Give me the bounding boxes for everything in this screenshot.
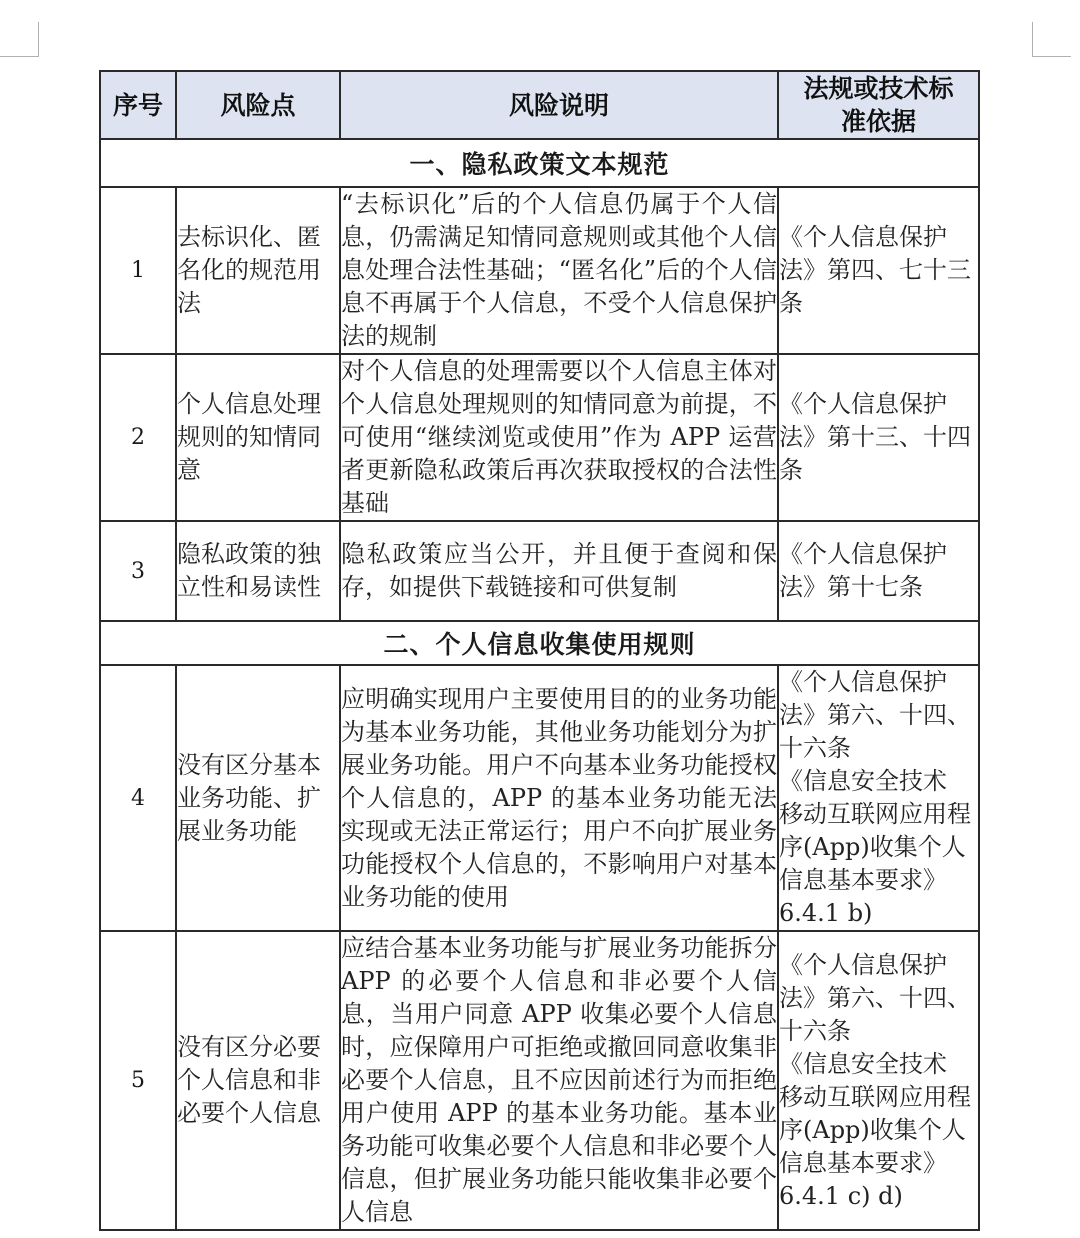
row-risk-description: “去标识化”后的个人信息仍属于个人信息，仍需满足知情同意规则或其他个人信息处理合法性基础；“匿名化”后的个人信息不再属于个人信息，不受个人信息保护法的规制 [340,187,778,354]
row-risk-description: 应明确实现用户主要使用目的的业务功能为基本业务功能，其他业务功能划分为扩展业务功能。用户不向基本业务功能授权个人信息的，APP 的基本业务功能无法实现或无法正常运行；用户不向扩展业务功能授权个人信息的，不影响用户对基本业务功能的使用 [340,665,778,931]
table-row [100,354,979,521]
row-legal-basis [778,665,979,931]
row-index: 3 [100,521,176,621]
header-index: 序号 [100,71,176,139]
section-title: 二、个人信息收集使用规则 [100,621,979,665]
row-risk-point: 去标识化、匿名化的规范用法 [176,187,340,354]
section-title: 一、隐私政策文本规范 [100,139,979,187]
page-corner-mark-left [0,22,39,57]
row-risk-point: 个人信息处理规则的知情同意 [176,354,340,521]
row-risk-point: 隐私政策的独立性和易读性 [176,521,340,621]
risk-table [99,70,980,1231]
row-legal-basis [778,931,979,1230]
row-risk-point: 没有区分必要个人信息和非必要个人信息 [176,931,340,1230]
table-row [100,521,979,621]
row-index: 5 [100,931,176,1230]
row-risk-point: 没有区分基本业务功能、扩展业务功能 [176,665,340,931]
header-legal-basis-line2: 准依据 [840,107,916,136]
table-row [100,187,979,354]
legal-basis-item: 《个人信息保护法》第十三、十四条 [779,390,971,484]
table-header-row [100,71,979,139]
header-legal-basis [778,71,979,139]
row-index: 2 [100,354,176,521]
page-corner-mark-right [1032,22,1071,57]
legal-basis-item: 《个人信息保护法》第六、十四、十六条 [779,950,971,1045]
legal-basis-item: 《个人信息保护法》第四、七十三条 [779,223,971,317]
row-index: 1 [100,187,176,354]
row-risk-description: 对个人信息的处理需要以个人信息主体对个人信息处理规则的知情同意为前提，不可使用“继续浏览或使用”作为 APP 运营者更新隐私政策后再次获取授权的合法性基础 [340,354,778,521]
section-heading-row [100,139,979,187]
row-risk-description: 隐私政策应当公开，并且便于查阅和保存，如提供下载链接和可供复制 [340,521,778,621]
row-legal-basis [778,354,979,521]
row-legal-basis [778,187,979,354]
legal-basis-item: 《个人信息保护法》第十七条 [779,540,947,601]
legal-basis-item: 《信息安全技术 移动互联网应用程序(App)收集个人信息基本要求》6.4.1 c) d) [779,1049,971,1210]
row-legal-basis [778,521,979,621]
table-row [100,931,979,1230]
table-row [100,665,979,931]
legal-basis-item: 《信息安全技术 移动互联网应用程序(App)收集个人信息基本要求》6.4.1 b) [779,767,971,927]
header-risk-point: 风险点 [176,71,340,139]
header-legal-basis-line1: 法规或技术标 [803,74,954,103]
section-heading-row [100,621,979,665]
header-risk-description: 风险说明 [340,71,778,139]
row-risk-description: 应结合基本业务功能与扩展业务功能拆分 APP 的必要个人信息和非必要个人信息，当用户同意 APP 收集必要个人信息时，应保障用户可拒绝或撤回同意收集非必要个人信息，且不应因前述行为而拒绝用户使用 APP 的基本业务功能。基本业务功能可收集必要个人信息和非必要个人信息，但扩展业务功能只能收集非必要个人信息 [340,931,778,1230]
row-index: 4 [100,665,176,931]
legal-basis-item: 《个人信息保护法》第六、十四、十六条 [779,668,971,762]
